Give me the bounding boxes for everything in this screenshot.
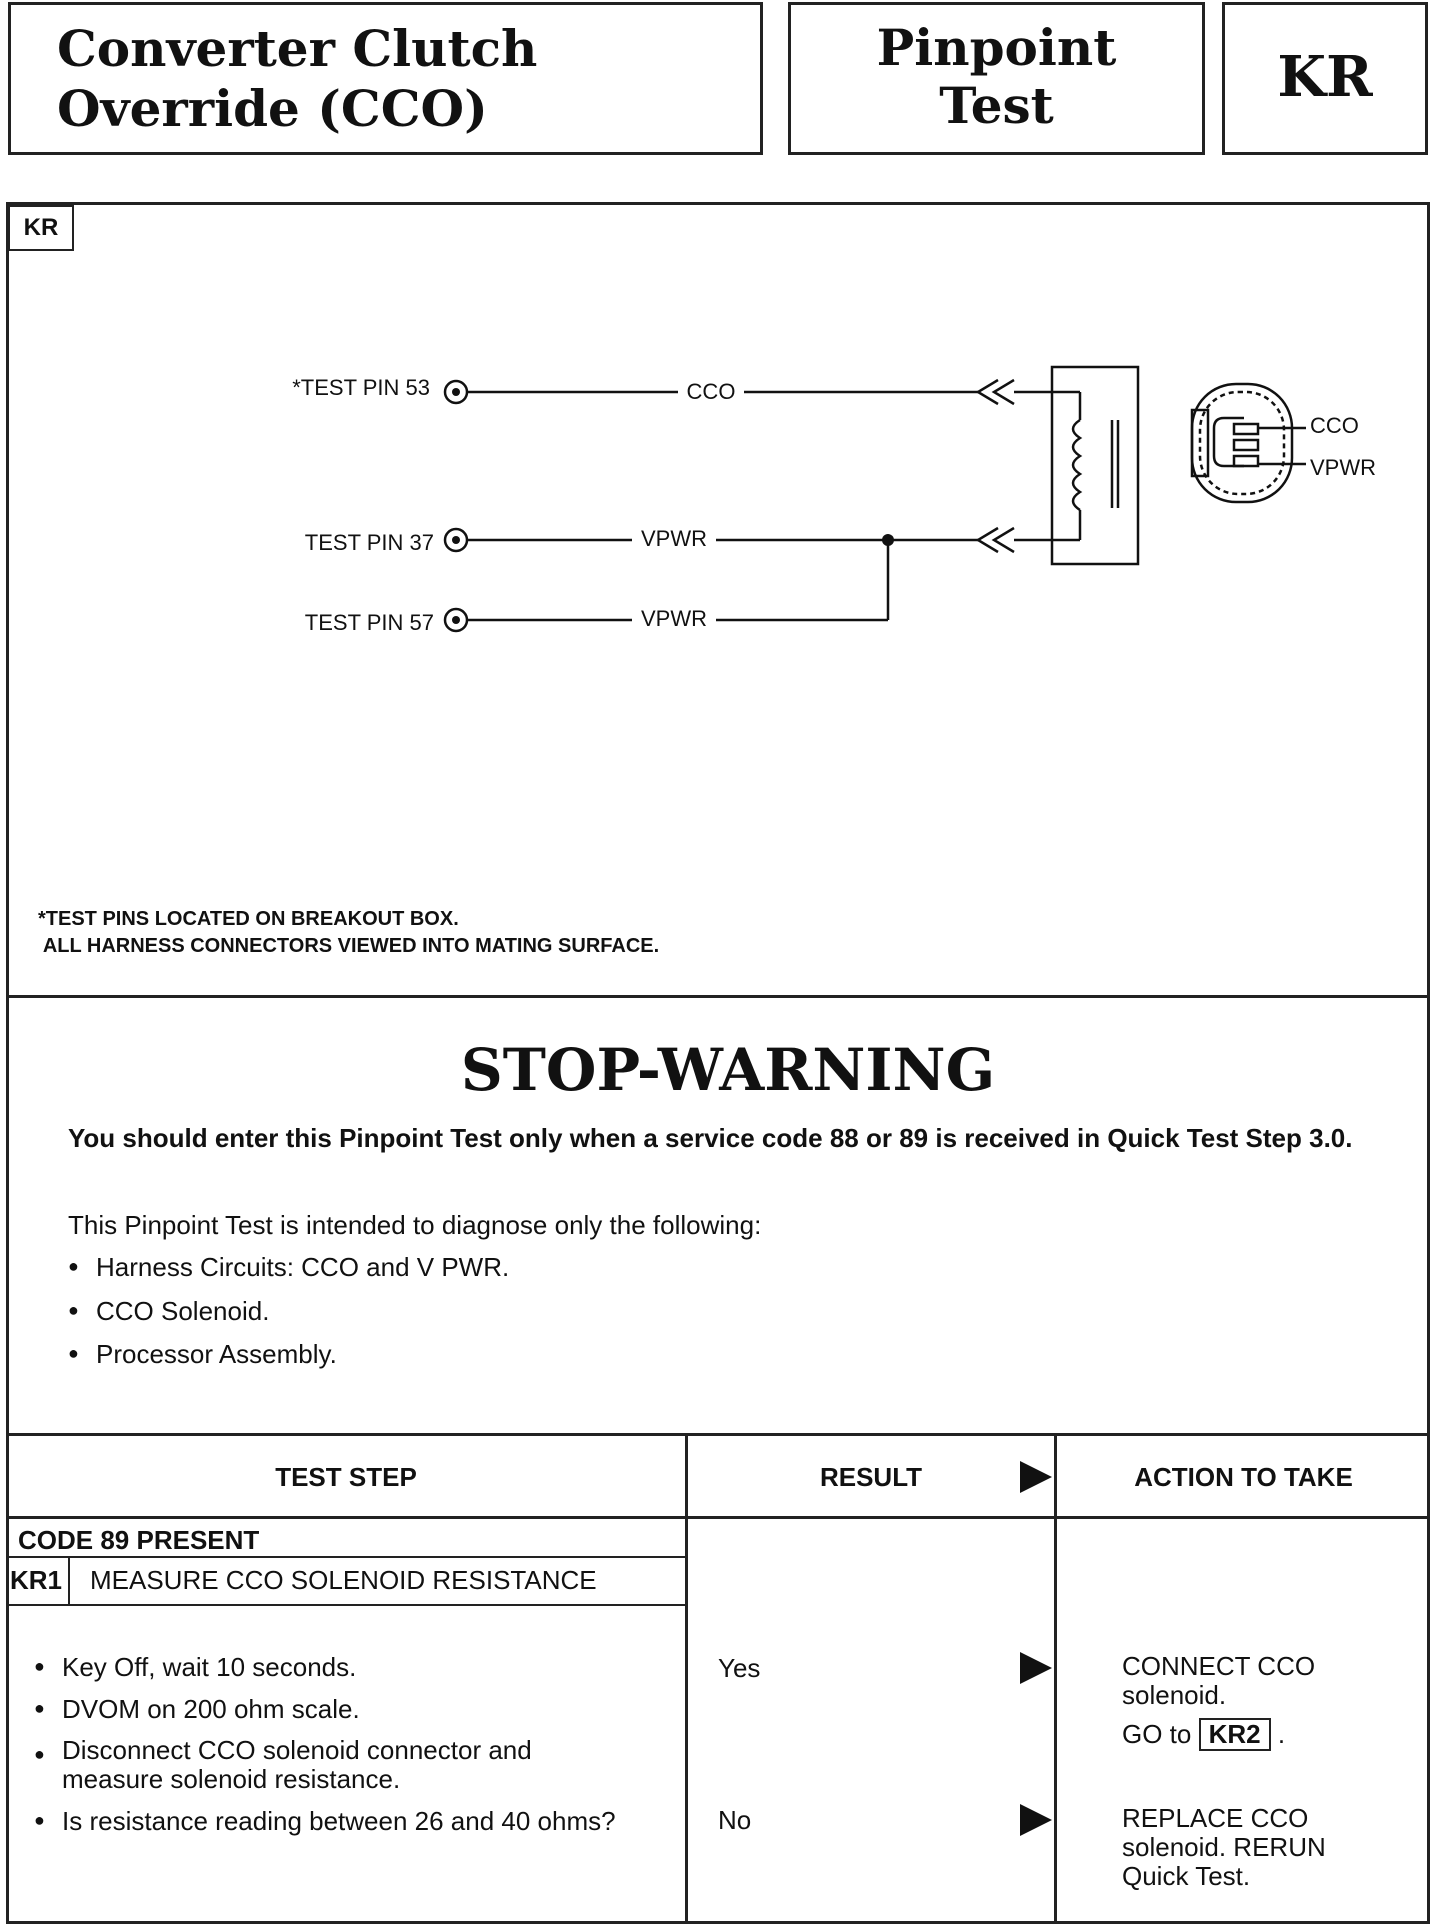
note-line-2: ALL HARNESS CONNECTORS VIEWED INTO MATING SURFACE. [38,935,660,957]
solenoid-coil [1073,420,1080,510]
result-no: No [718,1805,752,1835]
title-line-1: Converter Clutch [57,19,538,78]
connector-label-vpwr: VPWR [1310,455,1376,480]
step-bullet: ● Is resistance reading between 26 and 40 ohms? [62,1806,616,1837]
divider [6,995,1430,998]
warning-item: ● Harness Circuits: CCO and V PWR. [96,1252,509,1283]
connector-label-cco: CCO [1310,413,1359,438]
step-bullet: ● Key Off, wait 10 seconds. [62,1652,356,1683]
section-label: CODE 89 PRESENT [18,1525,260,1555]
step-bullet: ● Disconnect CCO solenoid connector and measure solenoid resistance. [62,1736,622,1794]
warning-intro: This Pinpoint Test is intended to diagnose only the following: [68,1210,762,1240]
table-header-rule [6,1516,1430,1519]
step-id-divider [68,1557,70,1605]
table-top-rule [6,1433,1430,1436]
step-bullet: ● DVOM on 200 ohm scale. [62,1694,360,1725]
pin-label-37: TEST PIN 37 [304,530,434,555]
header-result: RESULT [819,1462,923,1492]
note-line-1: *TEST PINS LOCATED ON BREAKOUT BOX. [38,908,459,930]
action-yes-line-2: solenoid. [1122,1680,1227,1710]
result-yes: Yes [718,1653,761,1683]
step-title: MEASURE CCO SOLENOID RESISTANCE [90,1565,597,1595]
connector-face-icon [1192,384,1306,502]
diagram-notes [38,906,659,960]
test-code: KR [1277,44,1373,110]
action-no [1122,1804,1326,1891]
test-type-line-2: Test [939,76,1054,135]
action-no-line-3: Quick Test. [1122,1861,1251,1891]
action-no-line-2: solenoid. RERUN [1122,1832,1326,1862]
header-action: ACTION TO TAKE [1134,1462,1353,1492]
warning-item: ● CCO Solenoid. [96,1296,269,1327]
wire-label-vpwr-57: VPWR [641,606,707,631]
pin-label-53: *TEST PIN 53 [292,375,430,400]
result-arrow-icon [1020,1461,1052,1493]
section-rule-2 [6,1604,686,1606]
warning-title: STOP-WARNING [460,1036,996,1104]
wire-label-vpwr-37: VPWR [641,526,707,551]
result-arrow-icon [1020,1804,1052,1836]
header-test-step: TEST STEP [275,1462,417,1492]
goto-suffix: . [1277,1719,1286,1749]
action-yes [1122,1652,1315,1751]
step-id: KR1 [10,1565,63,1595]
goto-kr2-link[interactable]: KR2 [1199,1718,1271,1751]
goto-line [1122,1718,1315,1751]
warning-text: You should enter this Pinpoint Test only when a service code 88 or 89 is received in Quick Test Step 3.0. [68,1123,1353,1153]
splice-dot [882,534,894,546]
cco-solenoid [1052,367,1138,564]
warning-item: ● Processor Assembly. [96,1339,337,1370]
result-arrow-icon [1020,1652,1052,1684]
action-no-line-1: REPLACE CCO [1122,1803,1309,1833]
diagram-tag: KR [8,205,74,251]
pin-label-57: TEST PIN 57 [304,610,434,635]
col-divider-2 [1054,1433,1057,1924]
section-rule-1 [6,1556,686,1558]
title-line-2: Override (CCO) [57,79,488,138]
wiring-diagram [0,0,1456,900]
goto-prefix: GO to [1122,1719,1192,1749]
col-divider-1 [685,1433,688,1924]
test-type-line-1: Pinpoint [876,18,1117,77]
wire-label-cco: CCO [686,379,736,404]
action-yes-line-1: CONNECT CCO [1122,1651,1316,1681]
